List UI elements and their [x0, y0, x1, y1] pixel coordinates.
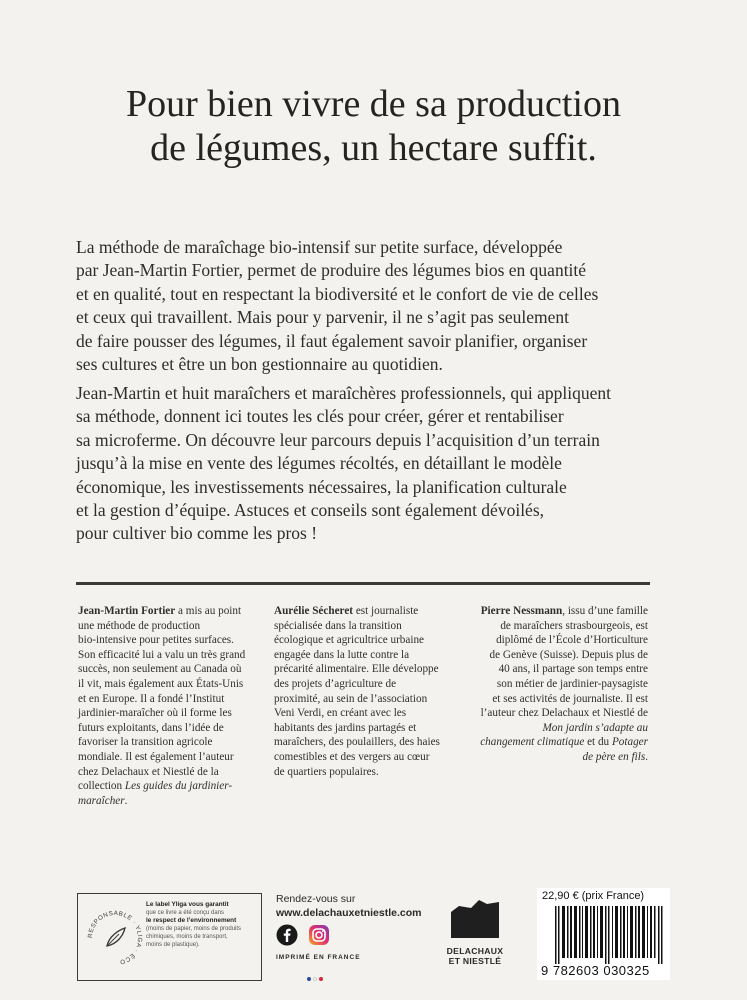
bio-line: spécialisée dans la transition [274, 619, 402, 632]
bio-line: 40 ans, il partage son temps entre [498, 663, 648, 676]
bio-line: Son efficacité lui a valu un très grand [78, 648, 246, 661]
book-title: de père en fils [582, 750, 646, 763]
bio-line: son métier de jardinier-paysagiste [496, 677, 648, 690]
bio-line: engagée dans la lutte contre la [274, 648, 410, 661]
eco-label-text [146, 901, 260, 949]
french-flag-dots [307, 968, 325, 986]
text-line: sa méthode, donnent ici toutes les clés pour créer, gérer et rentabiliser [76, 406, 564, 427]
bio-text: et du [584, 736, 612, 749]
author-name: Jean-Martin Fortier [78, 605, 176, 617]
bio-line: écologique et agricultrice urbaine [274, 634, 425, 647]
bio-line: Veni Verdi, en créant avec les [274, 707, 407, 720]
author-name: Pierre Nessmann [480, 605, 563, 617]
text-line: ses cultures et être un bon gestionnaire au quotidien. [76, 354, 443, 375]
eco-label-box [77, 893, 262, 981]
bio-text: . [645, 750, 648, 763]
bio-line: et ses activités de journaliste. Il est [492, 692, 648, 705]
instagram-icon[interactable] [308, 924, 330, 946]
bio-line: de maraîchers strasbourgeois, est [500, 619, 648, 632]
bio-text: est journaliste [353, 605, 419, 617]
author-bio-fortier [78, 604, 258, 808]
flag-dot [319, 977, 323, 981]
intro-paragraph-2 [76, 382, 676, 546]
website-block [276, 892, 422, 920]
bio-line: une méthode de production [78, 619, 201, 632]
author-bio-nessmann [460, 604, 648, 765]
publisher-logo-icon [449, 898, 501, 940]
eco-label-line: que ce livre a été conçu dans [146, 910, 225, 916]
website-intro: Rendez-vous sur [276, 893, 356, 905]
bio-line: maraîchers, des poulaillers, des haies [274, 736, 440, 749]
bio-line: il vit, mais également aux États-Unis [78, 677, 244, 690]
text-line: pour cultiver bio comme les pros ! [76, 523, 318, 544]
intro-paragraph-1 [76, 236, 676, 376]
text-line: de faire pousser des légumes, il faut également savoir planifier, organiser [76, 330, 588, 351]
bio-text: . [124, 794, 128, 807]
yliga-seal-icon [83, 906, 147, 970]
author-bio-secheret [274, 604, 454, 779]
bio-line: succès, non seulement au Canada où [78, 663, 242, 676]
eco-label-title: Le label Yliga vous garantit [146, 901, 229, 908]
barcode-icon [555, 906, 663, 964]
price-label: 22,90 € (prix France) [542, 890, 645, 902]
bio-line: précarité alimentaire. Elle développe [274, 663, 439, 676]
bio-text: collection [78, 780, 125, 793]
text-line: et ceux qui travaillent. Mais pour y parvenir, il ne s’agit pas seulement [76, 307, 570, 328]
text-line: La méthode de maraîchage bio-intensif sur petite surface, développée [76, 237, 563, 257]
book-title: Mon jardin s’adapte au [542, 721, 648, 734]
bio-line: diplômé de l’École d’Horticulture [496, 634, 648, 647]
publisher-name [438, 946, 512, 966]
publisher-line: DELACHAUX [446, 946, 504, 956]
bio-line: bio-intensive pour petites surfaces. [78, 634, 234, 647]
price-barcode-box [537, 888, 670, 980]
publisher-line: ET NIESTLÉ [448, 956, 502, 966]
printed-in-france: IMPRIMÉ EN FRANCE [276, 954, 361, 961]
bio-line: l’auteur chez Delachaux et Niestlé de [480, 707, 648, 720]
bio-line: proximité, au sein de l’association [274, 692, 428, 705]
seal-text: RESPONSABLE · YLIGA · ÉCO [86, 909, 144, 966]
website-link[interactable]: www.delachauxetniestle.com [276, 907, 422, 919]
bio-line: favoriser la transition agricole [78, 736, 213, 749]
eco-label-line: moins de plastique). [146, 942, 200, 948]
bio-line: de quartiers populaires. [274, 765, 379, 778]
text-line: et la gestion d’équipe. Astuces et conseils sont également dévoilés, [76, 500, 545, 521]
bio-line: jardinier-maraîcher où il forme les [78, 707, 232, 720]
eco-label-line: chimiques, moins de transport, [146, 934, 228, 940]
text-line: économique, les investissements nécessaires, la planification culturale [76, 476, 567, 497]
bio-text: , issu d’une famille [562, 605, 648, 617]
headline [0, 82, 747, 170]
flag-dot [307, 977, 311, 981]
bio-line: futurs exploitants, dans l’idée de [78, 721, 224, 734]
text-line: par Jean-Martin Fortier, permet de produire des légumes bios en quantité [76, 260, 587, 281]
text-line: et en qualité, tout en respectant la biodiversité et le confort de vie de celles [76, 283, 599, 304]
bio-line: de Genève (Suisse). Depuis plus de [489, 648, 648, 661]
social-icons [276, 924, 336, 946]
text-line: jusqu’à la mise en vente des légumes récoltés, en détaillant le modèle [76, 453, 562, 474]
book-title: Les guides du jardinier- [124, 780, 233, 793]
book-title: changement climatique [480, 736, 585, 749]
text-line: sa microferme. On découvre leur parcours depuis l’acquisition d’un terrain [76, 429, 600, 450]
headline-line: Pour bien vivre de sa production [126, 83, 621, 125]
eco-label-line: (moins de papier, moins de produits [146, 926, 242, 932]
eco-label-line: le respect de l’environnement [146, 917, 237, 924]
author-name: Aurélie Sécheret [274, 605, 354, 617]
bio-line: des projets d’agriculture de [274, 677, 397, 690]
headline-line: de légumes, un hectare suffit. [150, 127, 597, 169]
divider-rule [76, 582, 650, 585]
bio-line: habitants des jardins partagés et [274, 721, 417, 734]
bio-line: mondiale. Il est également l’auteur [78, 750, 234, 763]
facebook-icon[interactable] [276, 924, 298, 946]
book-title: Potager [611, 736, 648, 749]
bio-line: comestibles et des vergers au cœur [274, 750, 430, 763]
bio-line: et en Europe. Il a fondé l’Institut [78, 692, 225, 705]
book-title: maraîcher [78, 794, 125, 807]
flag-dot [313, 977, 317, 981]
bio-text: a mis au point [175, 605, 242, 617]
isbn-number: 9 782603 030325 [541, 963, 650, 978]
text-line: Jean-Martin et huit maraîchers et maraîchères professionnels, qui appliquent [76, 383, 612, 403]
bio-line: chez Delachaux et Niestlé de la [78, 765, 219, 778]
